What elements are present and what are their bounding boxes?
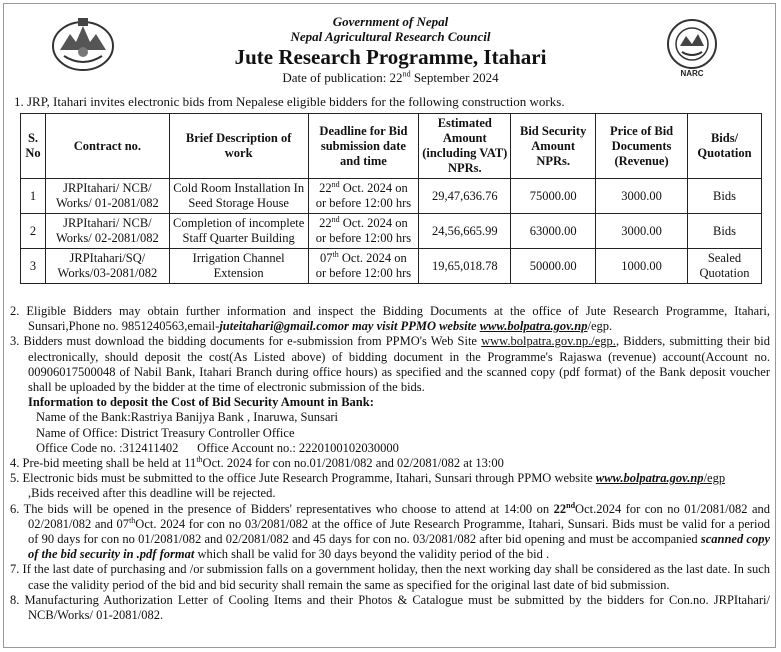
table-row: 3 JRPItahari/SQ/ Works/03-2081/082 Irrigation Channel Extension 07th Oct. 2024 on or before 12:00 hrs 19,65,018.78 50000.00 1000.00 Sealed Quotation [21, 249, 762, 284]
note-3: 3. Bidders must download the bidding documents for e-submission from PPMO's Web Site www.bolpatra.gov.np./egp., Bidders, submitting their bid electronically, should deposit the cost(As Listed above) of bidding document in the Programme's Rajaswa (revenue) account(Account no. 00906017500048 of Nabil Bank, Itahari Branch during office hours) as specified and the scanned copy (pdf format) of the Bank deposit voucher shall be uploaded by the bidder at the time of electronic submission of the bids. [10, 334, 770, 395]
narc-caption: NARC [680, 69, 704, 78]
intro-paragraph: 1. JRP, Itahari invites electronic bids from Nepalese eligible bidders for the following construction works. [14, 94, 565, 109]
table-header-row [21, 114, 762, 179]
council-title: Nepal Agricultural Research Council [290, 29, 491, 44]
col-sno: S. No [21, 114, 46, 179]
bank-name: Name of the Bank:Rastriya Banijya Bank , Inaruwa, Sunsari [36, 410, 339, 425]
col-deadline: Deadline for Bid submission date and time [308, 114, 419, 179]
note-8: 8. Manufacturing Authorization Letter of Cooling Items and their Photos & Catalogue must be submitted by the bidders for Con.no. JRPItahari/ NCB/Works/ 01-2081/082. [10, 592, 770, 623]
bolpatra-link[interactable]: www.bolpatra.gov.np./egp. [481, 334, 616, 349]
office-name: Name of Office: District Treasury Controller Office [36, 425, 295, 440]
note-6: 6. The bids will be opened in the presence of Bidders' representatives who choose to attend at 14:00 on 22ndOct.2024 for con no 01/2081/082 and 02/2081/082 and 07thOct. 2024 for con no 03/2081/082 at the office of Jute Research Programme, Itahari, Sunsari. Bids must be valid for a period of 90 days for con no 01/2081/082 and 02/2081/082 and 45 days for con no. 03/2081/082 after bid opening and must be accompanied scanned copy of the bid security in .pdf format which shall be valid for 30 days beyond the validity period of the bid . [10, 500, 771, 562]
table-row: 2 JRPItahari/ NCB/ Works/ 02-2081/082 Completion of incomplete Staff Quarter Building 22nd Oct. 2024 on or before 12:00 hrs 24,56,665.99 63000.00 3000.00 Bids [21, 214, 762, 249]
col-description: Brief Description of work [169, 114, 308, 179]
col-contract: Contract no. [45, 114, 169, 179]
table-row: 1 JRPItahari/ NCB/ Works/ 01-2081/082 Cold Room Installation In Seed Storage House 22nd Oct. 2024 on or before 12:00 hrs 29,47,636.76 75000.00 3000.00 Bids [21, 179, 762, 214]
bank-info-title: Information to deposit the Cost of Bid Security Amount in Bank: [28, 395, 374, 410]
note-5: 5. Electronic bids must be submitted to the office Jute Research Programme, Itahari, Sunsari through PPMO website www.bolpatra.gov.np/egp ,Bids received after this deadline will be rejected. [10, 471, 726, 501]
bolpatra-link[interactable]: www.bolpatra.gov.np [595, 471, 704, 486]
notes-section [10, 304, 770, 623]
col-amount: Estimated Amount (including VAT) NPRs. [419, 114, 511, 179]
note-7: 7. If the last date of purchasing and /or submission falls on a government holiday, then the next working day shall be considered as the last date. In such case the validity period of the bid and bid security shall remain the same as specified for the original last date of bid submission. [10, 562, 770, 592]
publication-date: Date of publication: 22nd September 2024 [282, 69, 499, 85]
programme-title: Jute Research Programme, Itahari [234, 45, 547, 69]
note-4: 4. Pre-bid meeting shall be held at 11thOct. 2024 for con no.01/2081/082 and 02/2081/082 at 13:00 [10, 454, 504, 471]
col-price: Price of Bid Documents (Revenue) [596, 114, 688, 179]
email-link[interactable]: juteitahari@gmail.com [219, 319, 338, 334]
col-security: Bid Security Amount NPRs. [511, 114, 596, 179]
office-code: Office Code no. :312411402 Office Account no.: 2220100102030000 [36, 440, 399, 455]
bolpatra-link[interactable]: www.bolpatra.gov.np [479, 319, 588, 334]
note-2: 2. Eligible Bidders may obtain further information and inspect the Bidding Documents at the office of Jute Research Programme, Itahari, Sunsari,Phone no. 9851240563,email-juteitahari@gmail.comor may visit PPMO website www.bolpatra.gov.np/egp. [10, 304, 770, 334]
document-header [0, 14, 781, 86]
bids-table [20, 113, 762, 284]
government-title: Government of Nepal [332, 14, 449, 29]
col-type: Bids/ Quotation [687, 114, 761, 179]
